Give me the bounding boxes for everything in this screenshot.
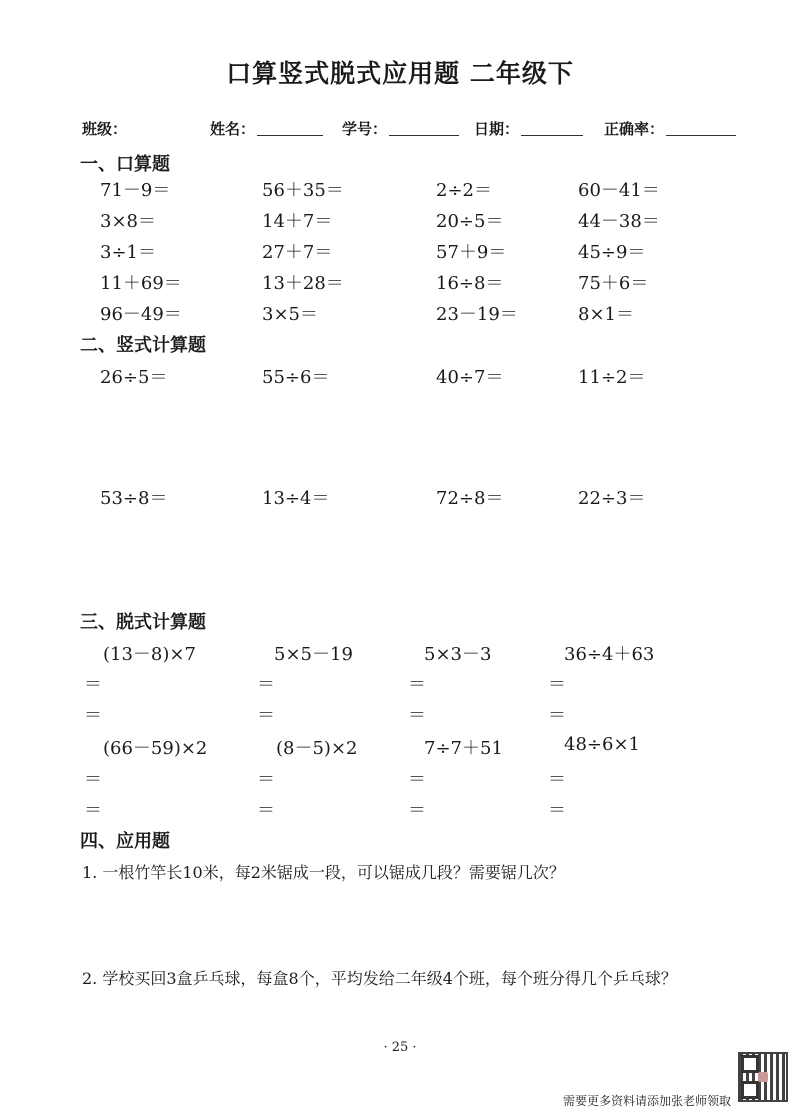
mental-item: 60－41＝ bbox=[578, 180, 660, 201]
mental-item: 20÷5＝ bbox=[436, 211, 504, 232]
equals-sign: ＝ bbox=[408, 769, 426, 790]
avatar-icon bbox=[758, 1072, 768, 1082]
equals-sign: ＝ bbox=[408, 800, 426, 821]
equals-sign: ＝ bbox=[257, 800, 275, 821]
vertical-item: 11÷2＝ bbox=[578, 367, 646, 388]
step-expression: (13－8)×7 bbox=[103, 644, 196, 665]
vertical-item: 53÷8＝ bbox=[100, 488, 168, 509]
mental-item: 3×5＝ bbox=[262, 304, 318, 325]
class-blank[interactable] bbox=[129, 120, 197, 136]
id-field bbox=[342, 118, 459, 139]
mental-item: 2÷2＝ bbox=[436, 180, 492, 201]
vertical-item: 72÷8＝ bbox=[436, 488, 504, 509]
section-mental-title: 一、口算题 bbox=[80, 154, 170, 175]
step-expression: (8－5)×2 bbox=[276, 738, 358, 759]
equals-sign: ＝ bbox=[257, 769, 275, 790]
vertical-item: 55÷6＝ bbox=[262, 367, 330, 388]
class-label: 班级： bbox=[82, 120, 128, 138]
step-expression: 36÷4＋63 bbox=[564, 644, 655, 665]
word-problem-1: 1. 一根竹竿长10米，每2米锯成一段，可以锯成几段？需要锯几次？ bbox=[82, 863, 565, 882]
mental-item: 96－49＝ bbox=[100, 304, 182, 325]
equals-sign: ＝ bbox=[548, 674, 566, 695]
date-blank[interactable] bbox=[521, 119, 583, 136]
step-expression: 7÷7＋51 bbox=[424, 738, 503, 759]
equals-sign: ＝ bbox=[84, 705, 102, 726]
equals-sign: ＝ bbox=[548, 705, 566, 726]
accuracy-field bbox=[604, 118, 736, 139]
step-expression: 48÷6×1 bbox=[564, 734, 640, 755]
word-problem-2: 2. 学校买回3盒乒乓球，每盒8个，平均发给二年级4个班，每个班分得几个乒乓球？ bbox=[82, 969, 677, 988]
page-number: · 25 · bbox=[383, 1040, 417, 1055]
equals-sign: ＝ bbox=[548, 769, 566, 790]
step-expression: 5×5－19 bbox=[274, 644, 353, 665]
mental-item: 16÷8＝ bbox=[436, 273, 504, 294]
mental-item: 23－19＝ bbox=[436, 304, 518, 325]
equals-sign: ＝ bbox=[257, 674, 275, 695]
mental-item: 3÷1＝ bbox=[100, 242, 156, 263]
mental-item: 45÷9＝ bbox=[578, 242, 646, 263]
accuracy-blank[interactable] bbox=[666, 119, 736, 136]
name-field bbox=[210, 118, 323, 139]
equals-sign: ＝ bbox=[548, 800, 566, 821]
footer-note: 需要更多资料请添加张老师领取 bbox=[563, 1094, 732, 1108]
date-field bbox=[474, 118, 583, 139]
accuracy-label: 正确率： bbox=[604, 120, 665, 138]
page-title: 口算竖式脱式应用题 二年级下 bbox=[226, 59, 574, 88]
mental-item: 11＋69＝ bbox=[100, 273, 182, 294]
student-info-row bbox=[82, 118, 762, 142]
mental-item: 56＋35＝ bbox=[262, 180, 344, 201]
step-expression: (66－59)×2 bbox=[103, 738, 208, 759]
id-label: 学号： bbox=[342, 120, 388, 138]
class-field bbox=[82, 118, 197, 139]
mental-item: 14＋7＝ bbox=[262, 211, 333, 232]
equals-sign: ＝ bbox=[408, 705, 426, 726]
equals-sign: ＝ bbox=[84, 674, 102, 695]
equals-sign: ＝ bbox=[257, 705, 275, 726]
date-label: 日期： bbox=[474, 120, 520, 138]
id-blank[interactable] bbox=[389, 119, 459, 136]
step-expression: 5×3－3 bbox=[424, 644, 492, 665]
vertical-item: 13÷4＝ bbox=[262, 488, 330, 509]
equals-sign: ＝ bbox=[84, 800, 102, 821]
equals-sign: ＝ bbox=[84, 769, 102, 790]
mental-item: 13＋28＝ bbox=[262, 273, 344, 294]
name-blank[interactable] bbox=[257, 119, 323, 136]
section-step-title: 三、脱式计算题 bbox=[80, 612, 206, 633]
equals-sign: ＝ bbox=[408, 674, 426, 695]
mental-item: 75＋6＝ bbox=[578, 273, 649, 294]
vertical-item: 22÷3＝ bbox=[578, 488, 646, 509]
mental-item: 71－9＝ bbox=[100, 180, 171, 201]
mental-item: 57＋9＝ bbox=[436, 242, 507, 263]
mental-item: 27＋7＝ bbox=[262, 242, 333, 263]
vertical-item: 26÷5＝ bbox=[100, 367, 168, 388]
name-label: 姓名： bbox=[210, 120, 256, 138]
section-vertical-title: 二、竖式计算题 bbox=[80, 335, 206, 356]
section-word-title: 四、应用题 bbox=[80, 831, 170, 852]
mental-item: 44－38＝ bbox=[578, 211, 660, 232]
mental-item: 8×1＝ bbox=[578, 304, 634, 325]
mental-item: 3×8＝ bbox=[100, 211, 156, 232]
vertical-item: 40÷7＝ bbox=[436, 367, 504, 388]
